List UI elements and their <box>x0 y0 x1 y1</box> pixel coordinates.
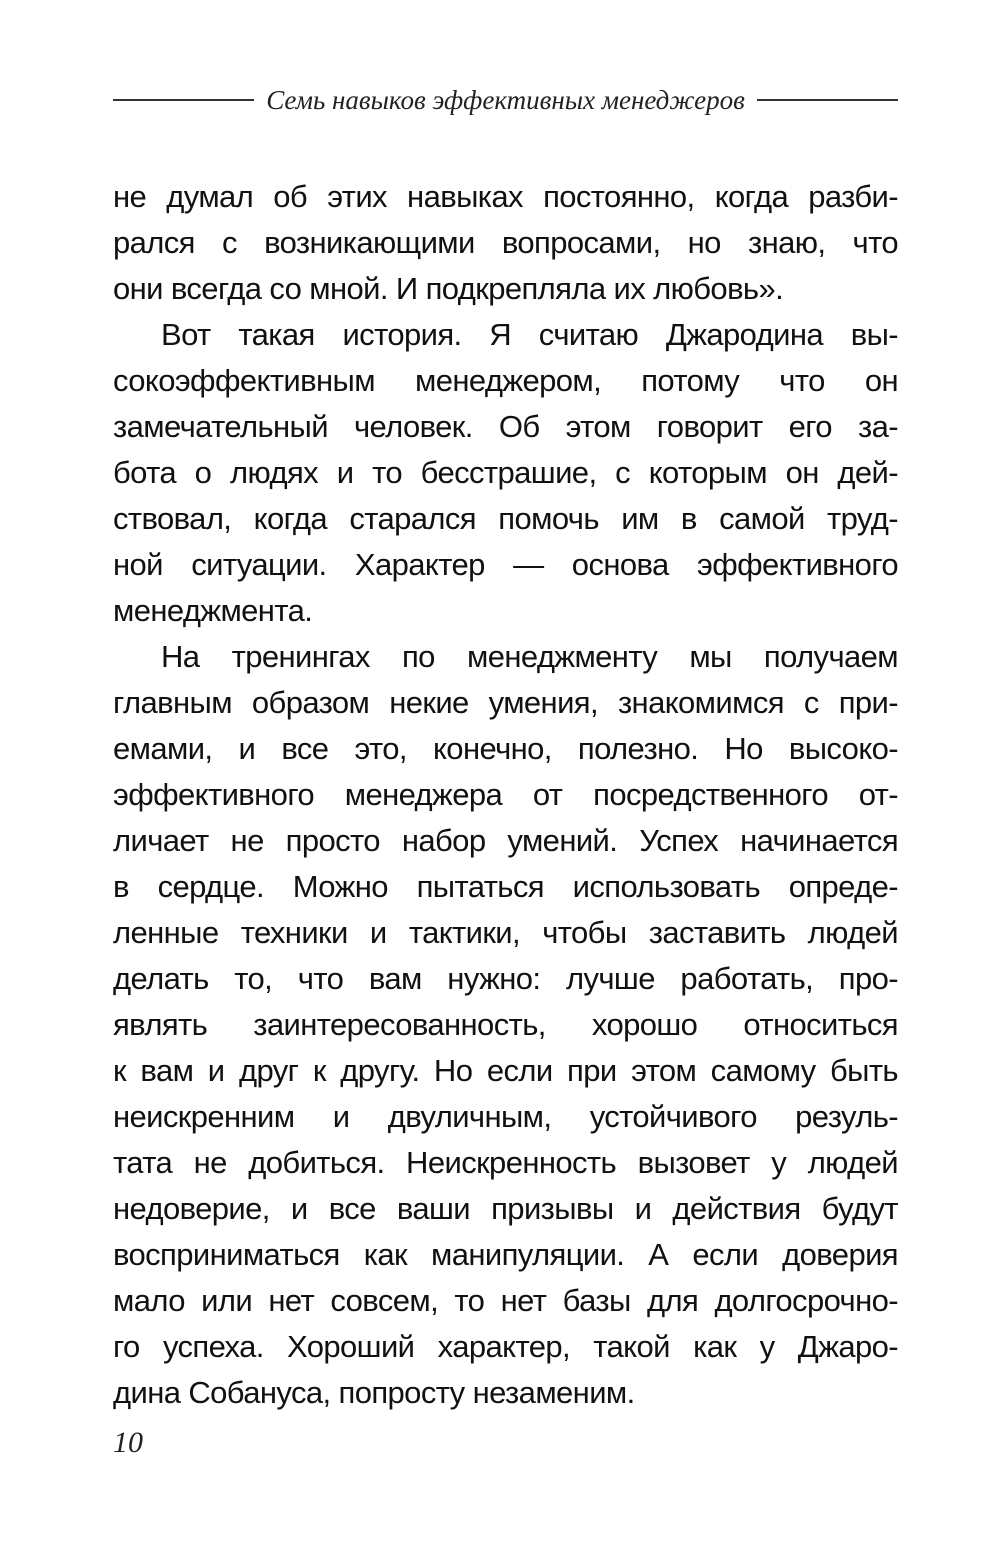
running-title: Семь навыков эффективных менеджеров <box>266 84 745 115</box>
text-line: неискренним и двуличным, устойчивого резуль- <box>113 1099 898 1134</box>
text-line: дина Собануса, попросту незаменим. <box>113 1375 635 1410</box>
text-line: бота о людях и то бесстрашие, с которым он дей- <box>113 455 898 490</box>
text-line: ленные техники и тактики, чтобы заставить людей <box>113 915 898 950</box>
header-rule-left <box>113 99 254 101</box>
text-line: рался с возникающими вопросами, но знаю, что <box>113 225 898 260</box>
text-line: они всегда со мной. И подкрепляла их любовь». <box>113 271 784 306</box>
text-line: в сердце. Можно пытаться использовать опреде- <box>113 869 898 904</box>
page-body-text <box>113 174 898 1416</box>
text-line: На тренингах по менеджменту мы получаем <box>161 639 898 674</box>
text-line: главным образом некие умения, знакомимся с при- <box>113 685 898 720</box>
text-line: емами, и все это, конечно, полезно. Но высоко- <box>113 731 898 766</box>
page-number: 10 <box>113 1426 143 1459</box>
text-line: ной ситуации. Характер — основа эффективного <box>113 547 898 582</box>
text-line: являть заинтересованность, хорошо относиться <box>113 1007 898 1042</box>
header-rule-right <box>757 99 898 101</box>
text-line: ствовал, когда старался помочь им в самой труд- <box>113 501 898 536</box>
text-line: не думал об этих навыках постоянно, когда разби- <box>113 179 898 214</box>
text-line: го успеха. Хороший характер, такой как у Джаро- <box>113 1329 898 1364</box>
text-line: менеджмента. <box>113 593 313 628</box>
text-line: замечательный человек. Об этом говорит его за- <box>113 409 898 444</box>
text-line: недоверие, и все ваши призывы и действия будут <box>113 1191 898 1226</box>
text-line: Вот такая история. Я считаю Джародина вы- <box>161 317 898 352</box>
text-line: тата не добиться. Неискренность вызовет у людей <box>113 1145 898 1180</box>
text-line: делать то, что вам нужно: лучше работать, про- <box>113 961 898 996</box>
text-line: восприниматься как манипуляции. А если доверия <box>113 1237 898 1272</box>
text-line: личает не просто набор умений. Успех начинается <box>113 823 898 858</box>
running-header <box>113 80 898 120</box>
text-line: мало или нет совсем, то нет базы для долгосрочно- <box>113 1283 898 1318</box>
text-line: эффективного менеджера от посредственного от- <box>113 777 898 812</box>
text-line: сокоэффективным менеджером, потому что он <box>113 363 898 398</box>
text-line: к вам и друг к другу. Но если при этом самому быть <box>113 1053 898 1088</box>
